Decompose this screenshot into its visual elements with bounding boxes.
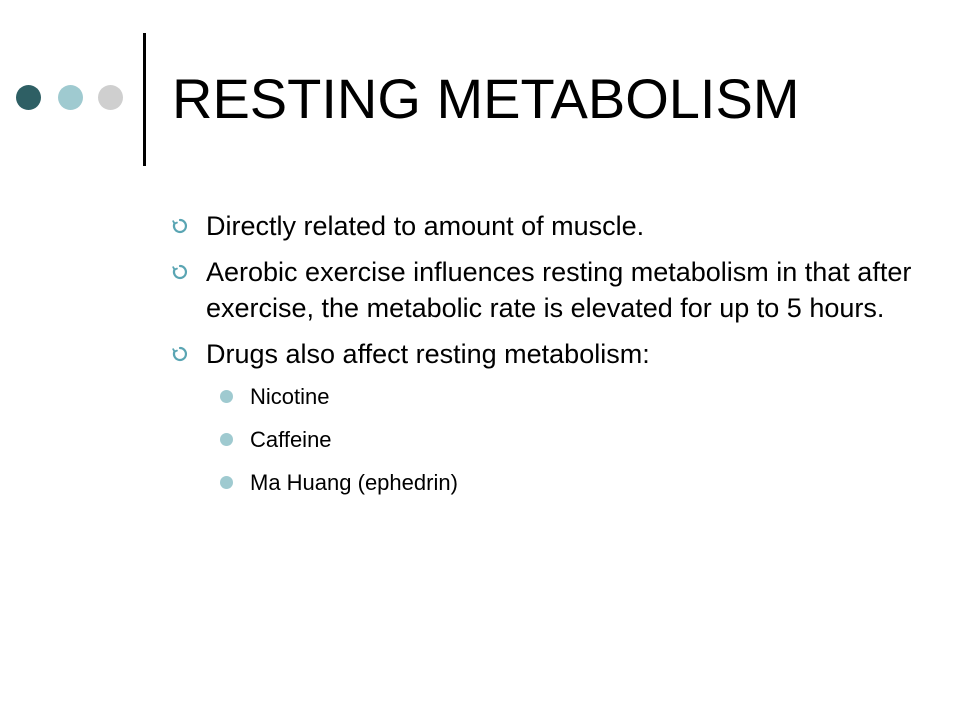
sub-bullet-item	[172, 425, 912, 454]
sub-bullet-item	[172, 382, 912, 411]
swirl-bullet-icon	[172, 264, 188, 280]
swirl-bullet-icon	[172, 218, 188, 234]
circle-bullet-icon	[220, 476, 233, 489]
bullet-text: Directly related to amount of muscle.	[206, 211, 645, 241]
slide-title: RESTING METABOLISM	[172, 67, 800, 130]
sub-bullet-text: Ma Huang (ephedrin)	[250, 470, 458, 495]
dark-teal-dot	[16, 85, 41, 110]
swirl-bullet-icon	[172, 346, 188, 362]
bullet-text: Aerobic exercise influences resting metabolism in that after exercise, the metabolic rate is elevated for up to 5 hours.	[206, 257, 912, 323]
bullet-item	[172, 336, 912, 372]
circle-bullet-icon	[220, 390, 233, 403]
sub-bullet-item	[172, 468, 912, 497]
sub-bullet-list	[172, 382, 912, 497]
bullet-text: Drugs also affect resting metabolism:	[206, 339, 650, 369]
bullet-list	[172, 208, 912, 511]
title-divider	[143, 33, 146, 166]
bullet-item	[172, 208, 912, 244]
bullet-item	[172, 254, 912, 326]
gray-dot	[98, 85, 123, 110]
light-teal-dot	[58, 85, 83, 110]
circle-bullet-icon	[220, 433, 233, 446]
decorative-dots	[10, 85, 130, 113]
sub-bullet-text: Caffeine	[250, 427, 332, 452]
sub-bullet-text: Nicotine	[250, 384, 330, 409]
